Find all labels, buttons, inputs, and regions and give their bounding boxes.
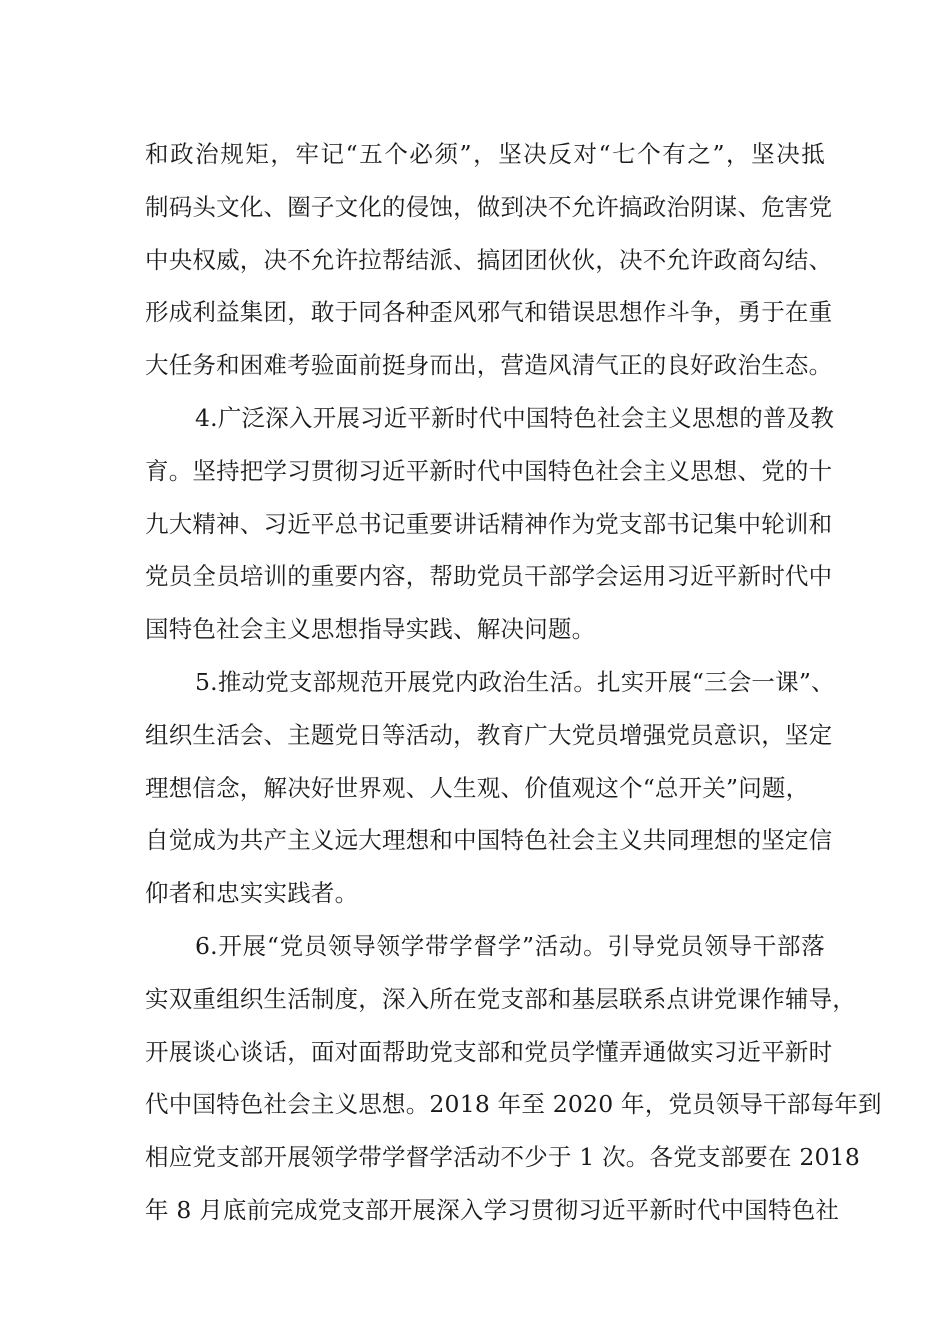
- text-line: 育。坚持把学习贯彻习近平新时代中国特色社会主义思想、党的十: [145, 456, 833, 485]
- text-line: 4.广泛深入开展习近平新时代中国特色社会主义思想的普及教: [195, 403, 835, 432]
- text-line: 理想信念，解决好世界观、人生观、价值观这个“总开关”问题，: [145, 773, 810, 802]
- text-line: 5.推动党支部规范开展党内政治生活。扎实开展“三会一课”、: [195, 667, 835, 696]
- text-line: 和政治规矩，牢记“五个必须”，坚决反对“七个有之”，坚决抵: [145, 140, 825, 168]
- text-line: 九大精神、习近平总书记重要讲话精神作为党支部书记集中轮训和: [145, 509, 833, 538]
- text-line: 组织生活会、主题党日等活动，教育广大党员增强党员意识，坚定: [145, 720, 833, 749]
- text-line: 代中国特色社会主义思想。2018 年至 2020 年，党员领导干部每年到: [145, 1090, 882, 1119]
- text-line: 制码头文化、圈子文化的侵蚀，做到决不允许搞政治阴谋、危害党: [145, 192, 833, 221]
- text-line: 年 8 月底前完成党支部开展深入学习贯彻习近平新时代中国特色社: [145, 1195, 840, 1224]
- text-line: 中央权威，决不允许拉帮结派、搞团团伙伙，决不允许政商勾结、: [145, 245, 833, 274]
- text-line: 自觉成为共产主义远大理想和中国特色社会主义共同理想的坚定信: [145, 826, 833, 855]
- text-line: 国特色社会主义思想指导实践、解决问题。: [145, 615, 596, 644]
- text-line: 仰者和忠实实践者。: [145, 879, 359, 908]
- text-line: 大任务和困难考验面前挺身而出，营造风清气正的良好政治生态。: [145, 351, 833, 380]
- text-line: 形成利益集团，敢于同各种歪风邪气和错误思想作斗争，勇于在重: [145, 298, 833, 327]
- text-line: 实双重组织生活制度，深入所在党支部和基层联系点讲党课作辅导，: [145, 984, 856, 1013]
- text-line: 开展谈心谈话，面对面帮助党支部和党员学懂弄通做实习近平新时: [145, 1037, 833, 1066]
- text-line: 相应党支部开展领学带学督学活动不少于 1 次。各党支部要在 2018: [145, 1143, 860, 1172]
- text-line: 党员全员培训的重要内容，帮助党员干部学会运用习近平新时代中: [145, 562, 833, 591]
- text-line: 6.开展“党员领导领学带学督学”活动。引导党员领导干部落: [195, 931, 825, 960]
- body-text: [145, 128, 882, 1237]
